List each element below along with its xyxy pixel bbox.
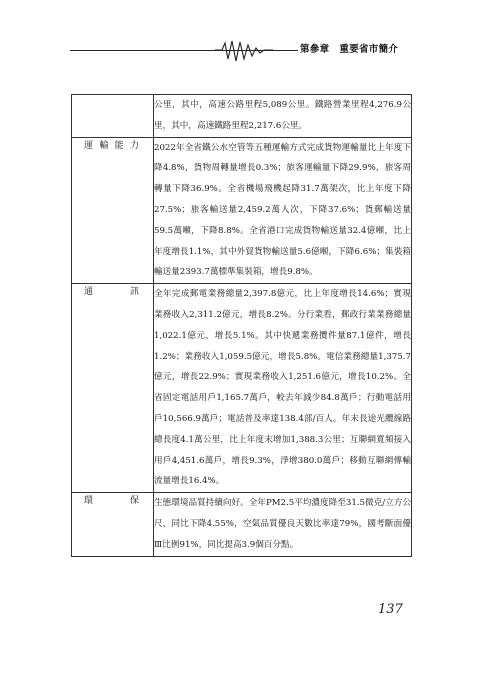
table-row (72, 137, 412, 284)
table-row (72, 493, 412, 556)
row-label: 環保 (84, 496, 140, 507)
row-content: 生態環境品質持續向好。全年PM2.5平均濃度降至31.5微克/立方公尺，同比下降4.55%，空氣品質優良天數比率達79%，國考斷面優Ⅲ比例91%，同比提高3.9個百分點。 (154, 493, 412, 556)
row-label: 運輸能力 (84, 140, 140, 151)
table-row (72, 95, 412, 138)
row-label-cell (72, 95, 154, 138)
row-content: 2022年全省鐵公水空管等五種運輸方式完成貨物運輸量比上年度下降4.8%，貨物周轉量增長0.3%；旅客運輸量下降29.9%，旅客周轉量下降36.9%。全省機場飛機起降31.7萬架次，比上年度下降27.5%；旅客輸送量2,459.2萬人次，下降37.6%；貨郵輸送量59.5萬噸，下降8.8%。全省港口完成貨物輸送量32.4億噸，比上年度增長1.1%，其中外貿貨物輸送量5.6億噸，下降6.6%；集裝箱輸送量2393.7萬標準集裝箱，增長9.8%。 (154, 137, 412, 284)
row-label: 通訊 (84, 287, 140, 298)
row-label-cell (72, 284, 154, 493)
table-row (72, 284, 412, 493)
chapter-label: 第參章 (300, 44, 330, 55)
row-content: 全年完成郵電業務總量2,397.8億元，比上年度增長14.6%；實現業務收入2,311.2億元，增長8.2%。分行業看，郵政行業業務總量1,022.1億元，增長5.1%。其中快遞業務攬件量87.1億件，增長1.2%；業務收入1,059.5億元，增長5.8%。電信業務總量1,375.7億元，增長22.9%；實現業務收入1,251.6億元，增長10.2%。全省固定電話用戶1,165.7萬戶，較去年減少84.8萬戶；行動電話用戶10,566.9萬戶；電話普及率達138.4部/百人。年末長途光纜線路總長度4.1萬公里，比上年度末增加1,388.3公里；互聯網寬頻接入用戶4,451.6萬戶，增長9.3%，淨增380.0萬戶；移動互聯網傳輸流量增長16.4%。 (154, 284, 412, 493)
info-table (71, 94, 412, 557)
row-content: 公里，其中，高速公路里程5,089公里。鐵路營業里程4,276.9公里，其中，高速鐵路里程2,217.6公里。 (154, 95, 412, 138)
row-label-cell (72, 493, 154, 556)
chapter-title: 重要省市簡介 (339, 44, 399, 55)
page-number: 137 (378, 602, 403, 617)
row-label-cell (72, 137, 154, 284)
running-header (300, 42, 398, 58)
wave-ornament (215, 40, 273, 62)
